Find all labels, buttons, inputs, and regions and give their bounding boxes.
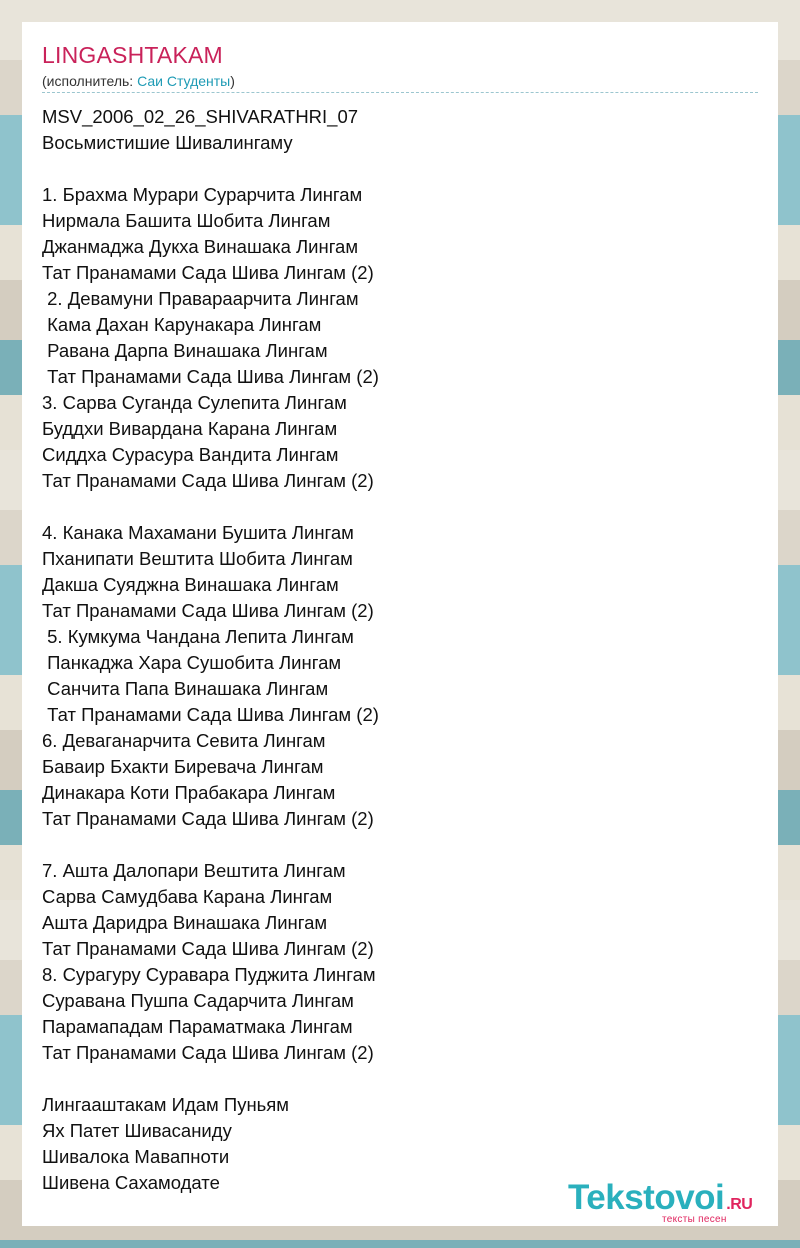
logo-tagline: тексты песен [662, 1214, 727, 1225]
lyric-line: Тат Пранамами Сада Шива Лингам (2) [42, 470, 374, 491]
site-logo[interactable] [568, 1178, 752, 1218]
divider [42, 92, 758, 93]
lyric-line: 3. Сарва Суганда Сулепита Лингам [42, 392, 347, 413]
lyric-line: Шивена Сахамодате [42, 1172, 220, 1193]
logo-tld: .RU [726, 1196, 753, 1213]
lyric-line: Тат Пранамами Сада Шива Лингам (2) [42, 1042, 374, 1063]
lyric-line: Сиддха Сурасура Вандита Лингам [42, 444, 339, 465]
lyric-line: Лингааштакам Идам Пуньям [42, 1094, 290, 1115]
lyric-line [42, 832, 379, 858]
artist-prefix: (исполнитель: [42, 73, 138, 89]
lyric-line: Сарва Самудбава Карана Лингам [42, 886, 333, 907]
lyric-line: Баваир Бхакти Биревача Лингам [42, 756, 324, 777]
lyric-line: Динакара Коти Прабакара Лингам [42, 782, 336, 803]
lyric-line: Санчита Папа Винашака Лингам [42, 678, 329, 699]
artist-link[interactable]: Саи Студенты [137, 73, 231, 89]
artist-suffix: ) [230, 73, 235, 89]
lyric-line: Суравана Пушпа Садарчита Лингам [42, 990, 354, 1011]
lyric-line: Тат Пранамами Сада Шива Лингам (2) [42, 262, 374, 283]
lyric-line: Буддхи Вивардана Карана Лингам [42, 418, 338, 439]
lyric-line: Кама Дахан Карунакара Лингам [42, 314, 322, 335]
lyric-line: Парамападам Параматмака Лингам [42, 1016, 353, 1037]
lyric-line [42, 1066, 379, 1092]
lyric-line: Восьмистишие Шивалингаму [42, 132, 293, 153]
artist-line [42, 73, 235, 89]
lyric-line: Тат Пранамами Сада Шива Лингам (2) [42, 808, 374, 829]
song-title: LINGASHTAKAM [42, 42, 223, 68]
lyric-line: Ях Патет Шивасаниду [42, 1120, 232, 1141]
lyric-line: 1. Брахма Мурари Сурарчита Лингам [42, 184, 363, 205]
lyric-line: Ашта Даридра Винашака Лингам [42, 912, 328, 933]
lyric-line [42, 494, 379, 520]
lyric-line: 8. Сурагуру Суравара Пуджита Лингам [42, 964, 376, 985]
logo-name: Tekstovoi [568, 1178, 725, 1217]
lyric-line: Дакша Суяджна Винашака Лингам [42, 574, 339, 595]
lyric-line: 5. Кумкума Чандана Лепита Лингам [42, 626, 354, 647]
lyric-line: Тат Пранамами Сада Шива Лингам (2) [42, 600, 374, 621]
lyric-line: Панкаджа Хара Сушобита Лингам [42, 652, 342, 673]
lyric-line: Тат Пранамами Сада Шива Лингам (2) [42, 366, 379, 387]
lyric-line: Равана Дарпа Винашака Лингам [42, 340, 328, 361]
lyric-line: 2. Девамуни Правараарчита Лингам [42, 288, 359, 309]
lyric-line: 7. Ашта Далопари Вештита Лингам [42, 860, 346, 881]
lyric-line [42, 156, 379, 182]
lyric-line: 6. Деваганарчита Севита Лингам [42, 730, 326, 751]
lyrics-card [22, 22, 778, 1226]
lyric-line: Тат Пранамами Сада Шива Лингам (2) [42, 704, 379, 725]
lyric-line: Шивалока Мавапноти [42, 1146, 230, 1167]
lyric-line: Нирмала Башита Шобита Лингам [42, 210, 331, 231]
lyric-line: 4. Канака Махамани Бушита Лингам [42, 522, 354, 543]
lyric-line: Пханипати Вештита Шобита Лингам [42, 548, 353, 569]
lyrics-text [42, 104, 379, 1196]
lyric-line: MSV_2006_02_26_SHIVARATHRI_07 [42, 106, 359, 127]
lyric-line: Джанмаджа Дукха Винашака Лингам [42, 236, 359, 257]
lyric-line: Тат Пранамами Сада Шива Лингам (2) [42, 938, 374, 959]
